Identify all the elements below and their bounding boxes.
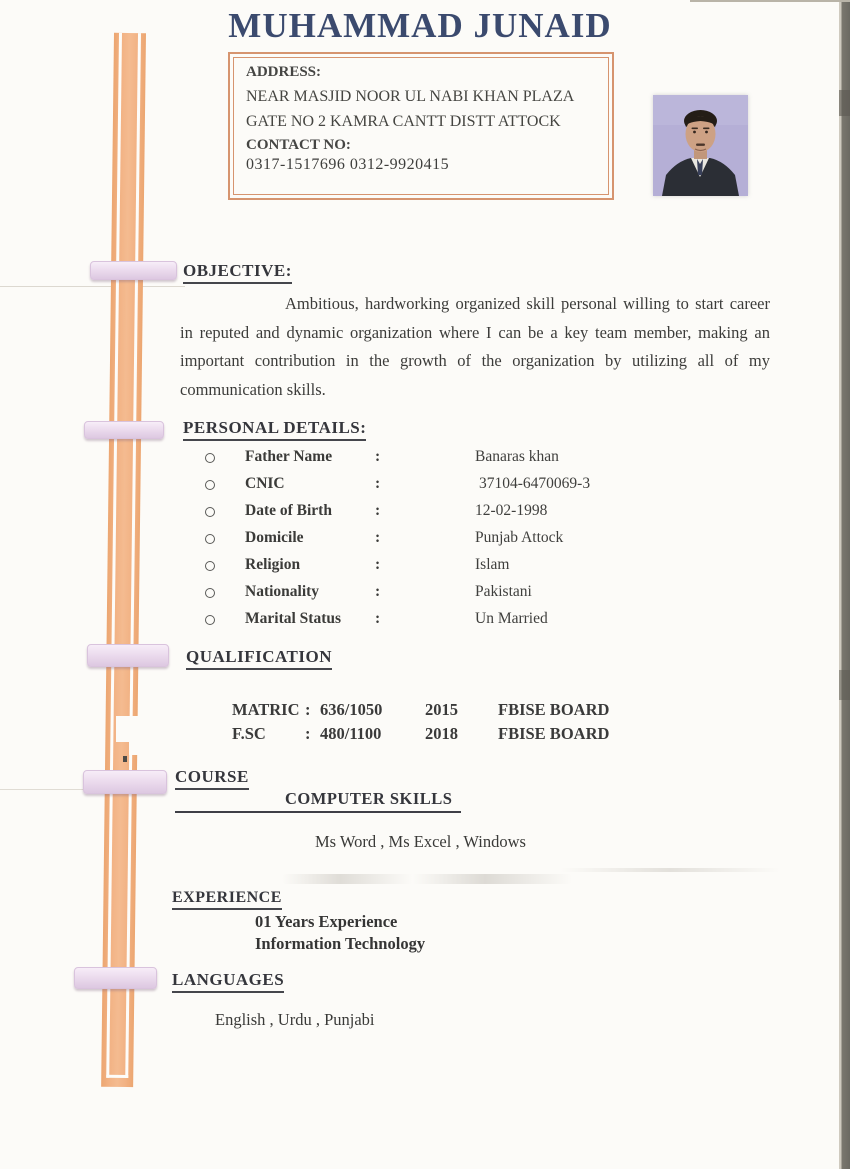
ink-dot (123, 756, 127, 762)
portrait-illustration (653, 95, 748, 196)
personal-detail-row: CNIC : 37104-6470069-3 (205, 475, 685, 502)
address-line-1: NEAR MASJID NOOR UL NABI KHAN PLAZA (246, 88, 575, 105)
personal-detail-row: Father Name : Banaras khan (205, 448, 685, 475)
whiteout-smudge (282, 874, 572, 884)
degree: F.SC (232, 724, 266, 743)
board: FBISE BOARD (498, 724, 610, 743)
experience-duration: 01 Years Experience (255, 912, 398, 931)
document-title: MUHAMMAD JUNAID (228, 6, 612, 45)
paper-crease (0, 789, 85, 790)
bullet-circle-icon (205, 615, 215, 625)
personal-detail-row: Domicile : Punjab Attock (205, 529, 685, 556)
qualification-row (232, 724, 652, 748)
binder-tab (74, 967, 157, 989)
address-label: ADDRESS: (246, 64, 322, 80)
scanner-page-edge (839, 0, 850, 1169)
address-box-inner (233, 57, 609, 195)
marks: 480/1100 (320, 724, 382, 743)
contact-label: CONTACT NO: (246, 137, 351, 153)
computer-skills-list: Ms Word , Ms Excel , Windows (315, 832, 526, 851)
section-personal-details-heading: PERSONAL DETAILS: (183, 418, 366, 441)
phone-numbers: 0317-1517696 0312-9920415 (246, 156, 450, 173)
ribbon-whiteout-notch (129, 742, 140, 755)
colon: : (305, 700, 311, 719)
qualification-row (232, 700, 652, 724)
marks: 636/1050 (320, 700, 383, 719)
bullet-circle-icon (205, 507, 215, 517)
personal-detail-row: Marital Status : Un Married (205, 610, 685, 637)
bullet-circle-icon (205, 534, 215, 544)
board: FBISE BOARD (498, 700, 610, 719)
computer-skills-subheading: COMPUTER SKILLS (175, 789, 461, 813)
personal-detail-row: Date of Birth : 12-02-1998 (205, 502, 685, 529)
languages-list: English , Urdu , Punjabi (215, 1010, 375, 1029)
section-qualification-heading: QUALIFICATION (186, 647, 332, 670)
scan-top-line (690, 0, 850, 2)
section-objective-heading: OBJECTIVE: (183, 261, 292, 284)
qualification-table (232, 700, 652, 748)
personal-detail-row: Religion : Islam (205, 556, 685, 583)
binder-tab (83, 770, 167, 794)
address-box (228, 52, 614, 200)
binder-tab (87, 644, 169, 667)
colon: : (305, 724, 311, 743)
experience-field: Information Technology (255, 934, 426, 953)
section-experience-heading: EXPERIENCE (172, 889, 282, 910)
binder-tab (84, 421, 164, 439)
degree: MATRIC (232, 700, 300, 719)
binder-ribbon-inner-line (106, 33, 141, 1078)
paper-crease (0, 286, 185, 287)
year: 2015 (425, 700, 458, 719)
bullet-circle-icon (205, 480, 215, 490)
section-course-heading: COURSE (175, 767, 249, 790)
whiteout-smudge (560, 868, 780, 872)
bullet-circle-icon (205, 453, 215, 463)
personal-detail-row: Nationality : Pakistani (205, 583, 685, 610)
personal-details-list (205, 448, 685, 637)
bullet-circle-icon (205, 588, 215, 598)
binder-ribbon-strip (101, 33, 146, 1087)
passport-photo (653, 95, 748, 196)
binder-tab (90, 261, 177, 280)
bullet-circle-icon (205, 561, 215, 571)
section-languages-heading: LANGUAGES (172, 970, 284, 993)
address-line-2: GATE NO 2 KAMRA CANTT DISTT ATTOCK (246, 113, 561, 130)
year: 2018 (425, 724, 458, 743)
objective-paragraph: Ambitious, hardworking organized skill personal willing to start career in reputed and dynamic organization where I can be a key team member, making an important contribution in the growth of the organization by utilizing all of my communication skills. (180, 294, 770, 399)
ribbon-whiteout-notch (116, 716, 140, 742)
